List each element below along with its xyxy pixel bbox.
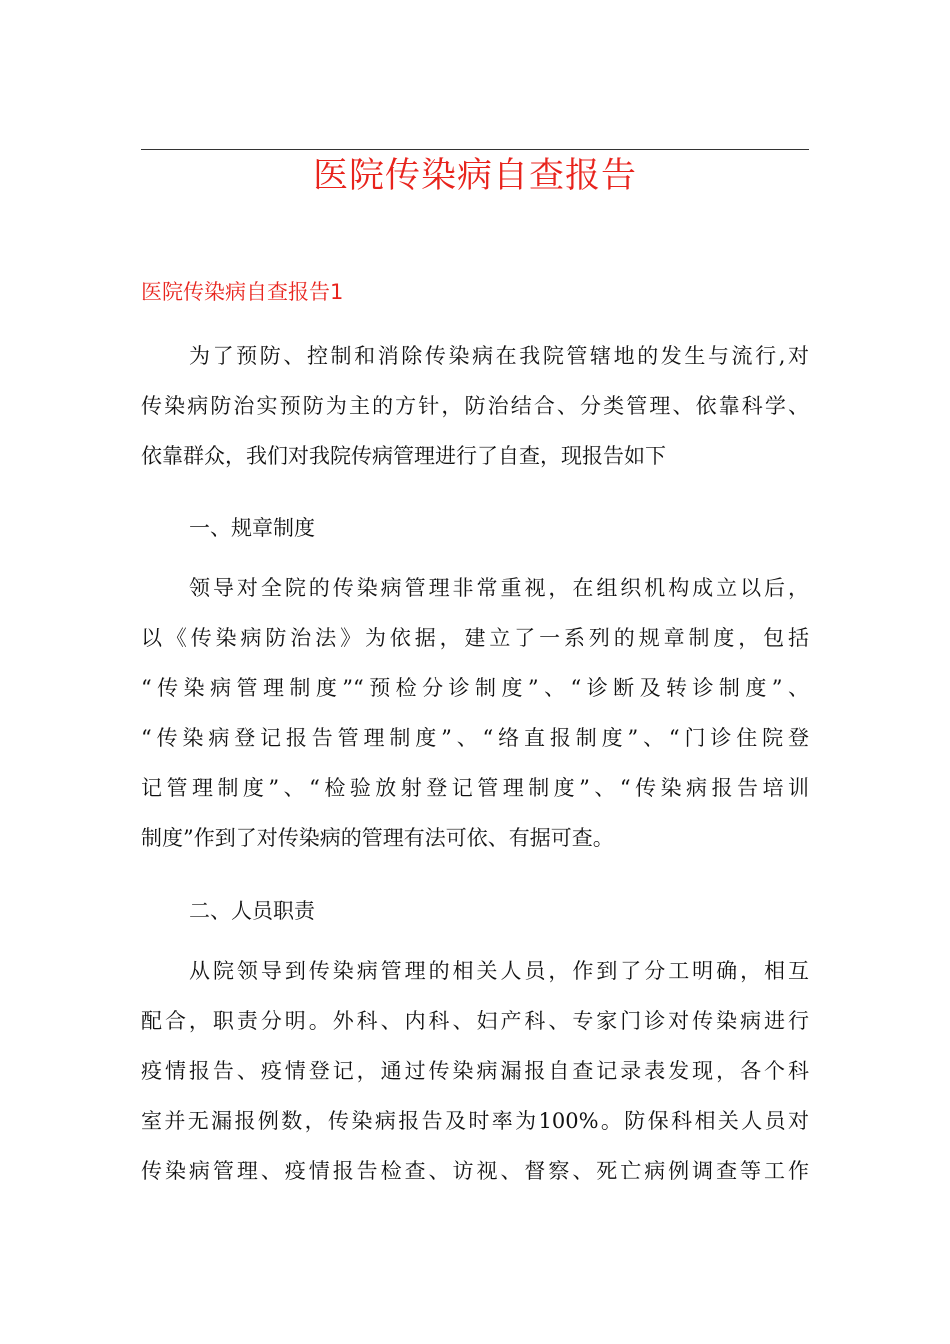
paragraph-line: 传染病防治实预防为主的方针，防治结合、分类管理、依靠科学、	[141, 394, 809, 418]
paragraph-line: 从院领导到传染病管理的相关人员，作到了分工明确，相互	[189, 959, 809, 983]
subheading-text: 一、规章制度	[189, 516, 315, 540]
paragraph-line: 配合，职责分明。外科、内科、妇产科、专家门诊对传染病进行	[141, 1009, 809, 1033]
document-title: 医院传染病自查报告	[312, 156, 637, 196]
subheading-text: 二、人员职责	[189, 899, 315, 923]
paragraph-line: 以《传染病防治法》为依据，建立了一系列的规章制度，包括	[141, 626, 809, 650]
paragraph-line: 疫情报告、疫情登记，通过传染病漏报自查记录表发现，各个科	[141, 1059, 809, 1083]
paragraph-line: “传染病管理制度”“预检分诊制度”、“诊断及转诊制度”、	[141, 676, 809, 700]
paragraph-line: 制度”作到了对传染病的管理有法可依、有据可查。	[141, 826, 614, 850]
paragraph-line: 记管理制度”、“检验放射登记管理制度”、“传染病报告培训	[141, 776, 809, 800]
paragraph-line: 依靠群众，我们对我院传病管理进行了自查，现报告如下	[141, 444, 666, 468]
rules-paragraph	[141, 563, 809, 863]
paragraph-line: 室并无漏报例数，传染病报告及时率为100%。防保科相关人员对	[141, 1109, 809, 1133]
paragraph-line: “传染病登记报告管理制度”、“络直报制度”、“门诊住院登	[141, 726, 809, 750]
subheading-duties	[141, 886, 809, 936]
section-heading: 医院传染病自查报告1	[141, 280, 344, 304]
subheading-rules	[141, 503, 809, 553]
paragraph-line: 传染病管理、疫情报告检查、访视、督察、死亡病例调查等工作	[141, 1159, 809, 1183]
paragraph-line: 领导对全院的传染病管理非常重视，在组织机构成立以后，	[189, 576, 809, 600]
intro-paragraph	[141, 331, 809, 481]
paragraph-line: 为了预防、控制和消除传染病在我院管辖地的发生与流行,对	[189, 344, 809, 368]
duties-paragraph	[141, 946, 809, 1196]
